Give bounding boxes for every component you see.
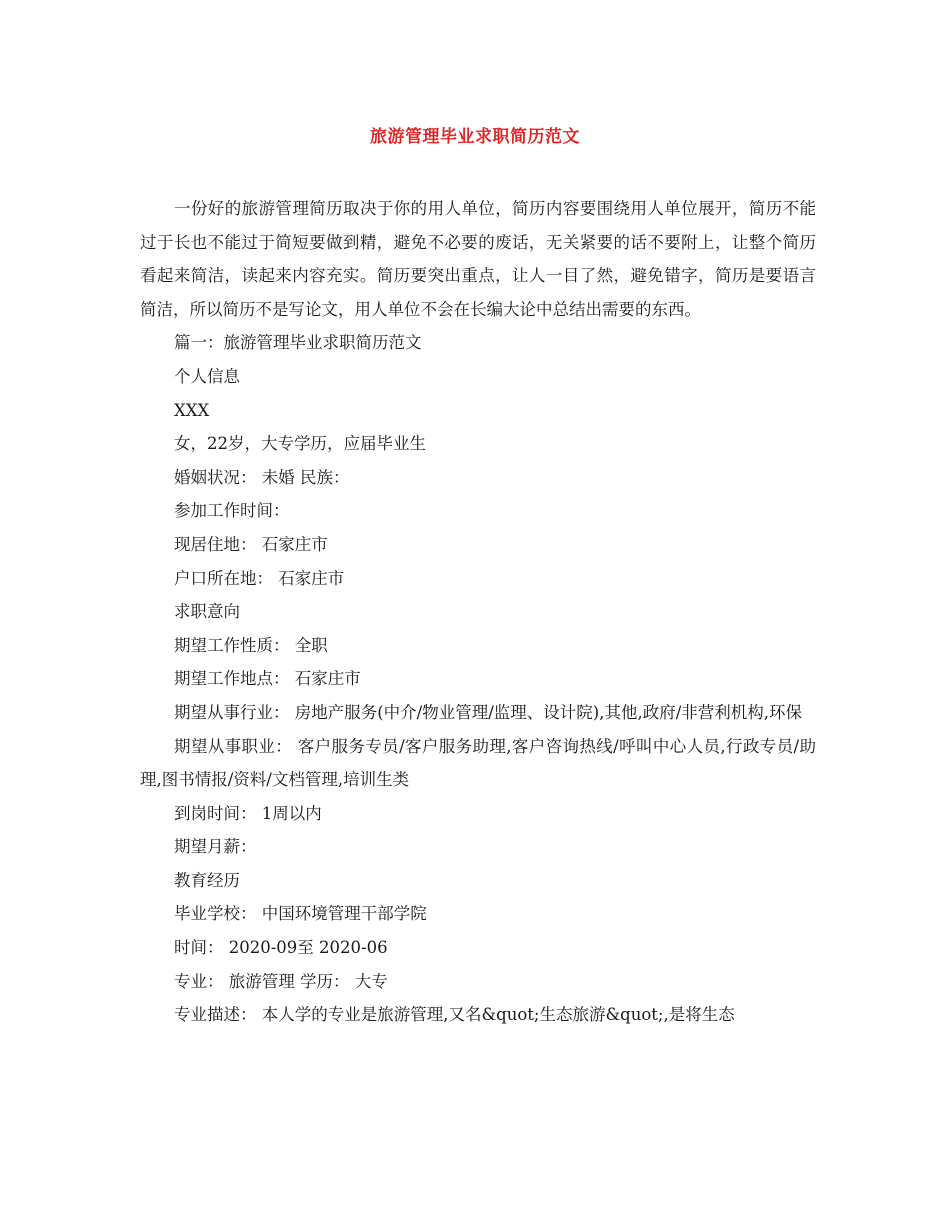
info-line: 期望从事行业： 房地产服务(中介/物业管理/监理、设计院),其他,政府/非营利机构,环保 bbox=[174, 702, 803, 722]
info-line: 女，22岁，大专学历，应届毕业生 bbox=[174, 434, 426, 454]
info-line: 毕业学校： 中国环境管理干部学院 bbox=[174, 904, 427, 924]
name-line: XXX bbox=[174, 400, 210, 420]
document-title: 旅游管理毕业求职简历范文 bbox=[370, 127, 580, 147]
info-line: 期望从事职业： 客户服务专员/客户服务助理,客户咨询热线/呼叫中心人员,行政专员/助理,图书情报/资料/文档管理,培训生类 bbox=[140, 736, 816, 790]
info-line: 专业： 旅游管理 学历： 大专 bbox=[174, 971, 388, 991]
info-line: 户口所在地： 石家庄市 bbox=[174, 568, 345, 588]
section-heading: 篇一：旅游管理毕业求职简历范文 bbox=[174, 333, 422, 353]
info-line: 期望工作地点： 石家庄市 bbox=[174, 669, 361, 689]
info-line: 期望月薪： bbox=[174, 837, 257, 857]
info-line: 参加工作时间： bbox=[174, 501, 290, 521]
intro-paragraph: 一份好的旅游管理简历取决于你的用人单位，简历内容要围绕用人单位展开，简历不能过于长也不能过于简短要做到精，避免不必要的废话，无关紧要的话不要附上，让整个简历看起来简洁，读起来内容充实。简历要突出重点，让人一目了然，避免错字，简历是要语言简洁，所以简历不是写论文，用人单位不会在长编大论中总结出需要的东西。 bbox=[140, 199, 816, 319]
section-label: 求职意向 bbox=[174, 602, 240, 622]
section-label: 个人信息 bbox=[174, 366, 240, 386]
info-line: 到岗时间： 1周以内 bbox=[174, 803, 322, 823]
info-line: 时间： 2020-09至 2020-06 bbox=[174, 938, 388, 958]
info-line: 专业描述： 本人学的专业是旅游管理,又名&quot;生态旅游&quot;,是将生态 bbox=[174, 1005, 735, 1025]
document-body bbox=[140, 192, 816, 1032]
info-line: 婚姻状况： 未婚 民族： bbox=[174, 467, 350, 487]
info-line: 期望工作性质： 全职 bbox=[174, 635, 328, 655]
section-label: 教育经历 bbox=[174, 870, 240, 890]
info-line: 现居住地： 石家庄市 bbox=[174, 534, 328, 554]
